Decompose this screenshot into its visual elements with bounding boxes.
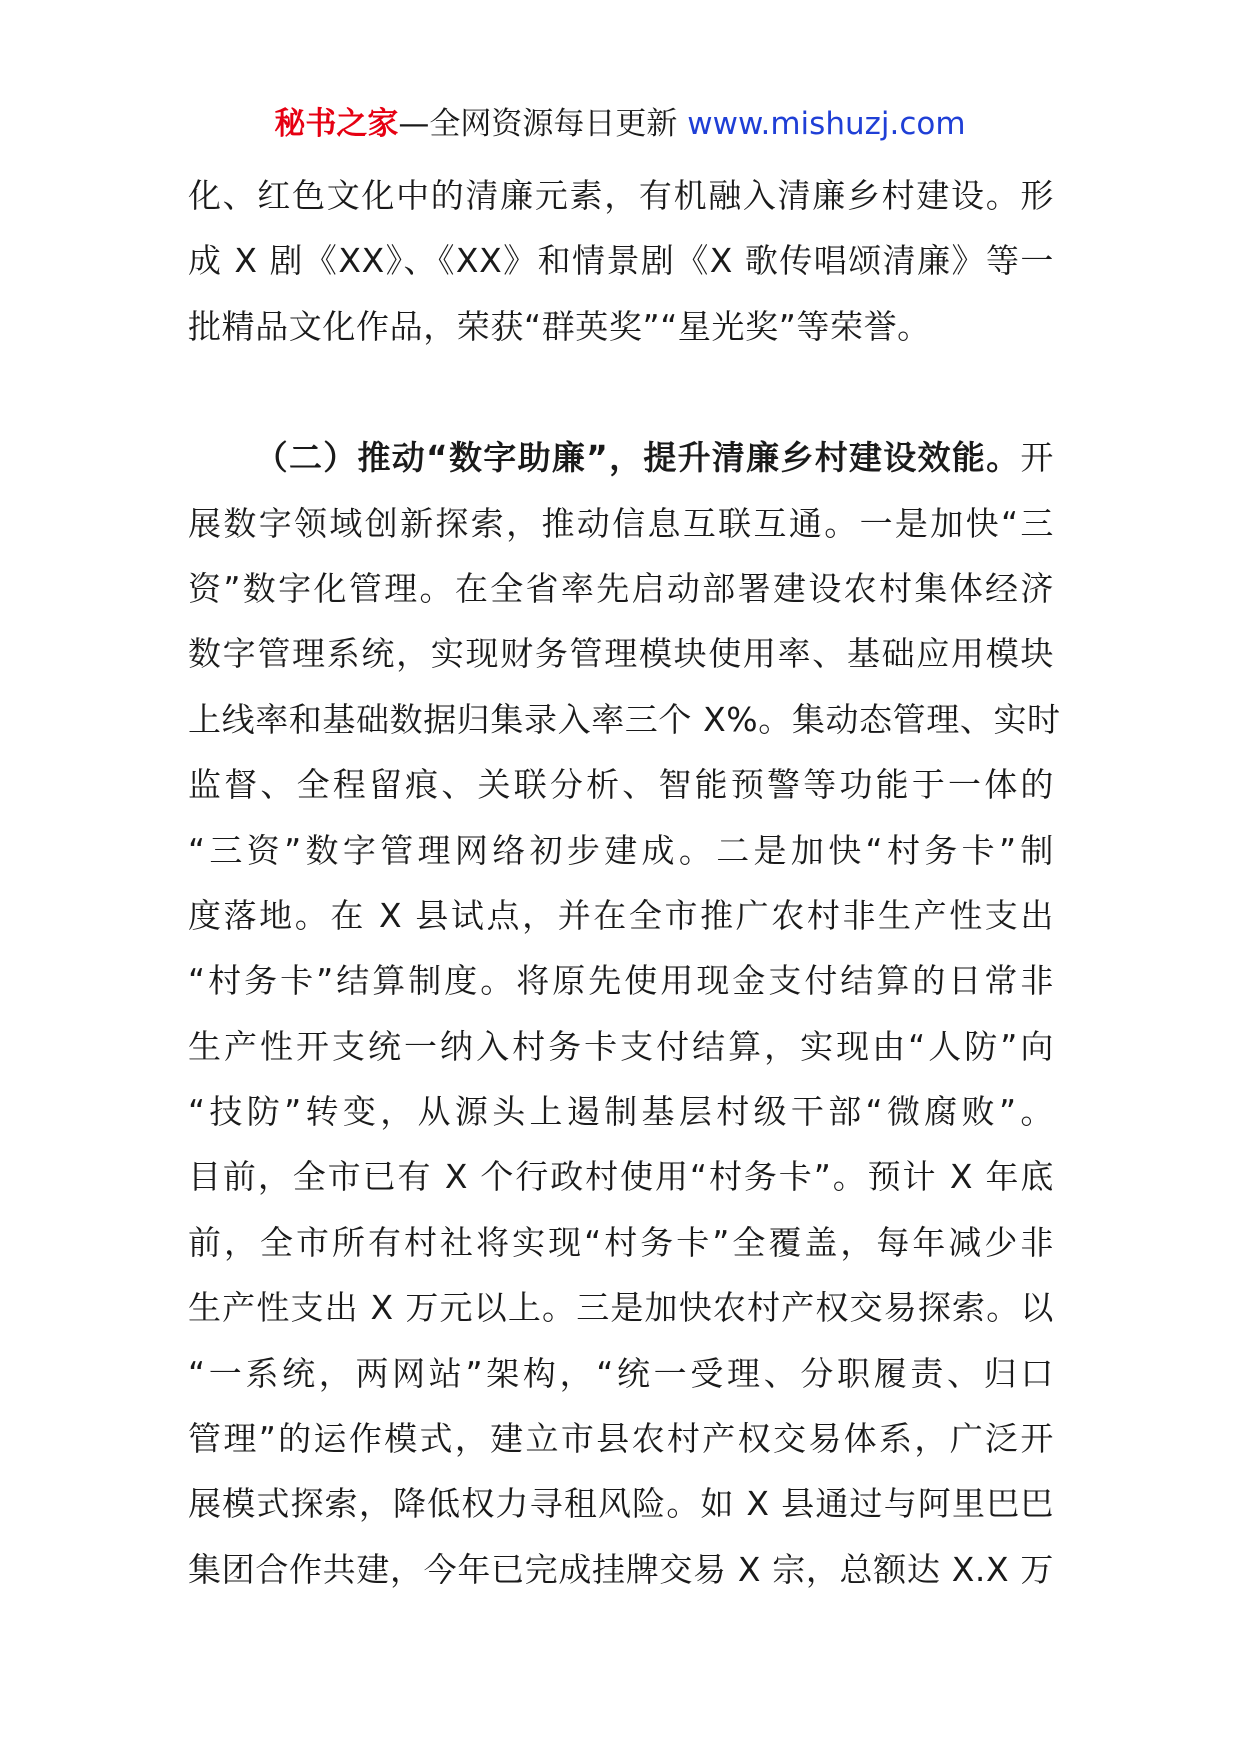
page-header (0, 100, 1240, 148)
text-line: 资”数字化管理。在全省率先启动部署建设农村集体经济 (188, 568, 1054, 608)
text-line: 上线率和基础数据归集录入率三个 X%。集动态管理、实时 (188, 699, 1061, 739)
text-line: “三资”数字管理网络初步建成。二是加快“村务卡”制 (188, 830, 1054, 870)
paragraph-2 (188, 425, 1061, 1602)
site-url-link[interactable]: www.mishuzj.com (687, 106, 966, 142)
text-line: 成 X 剧《XX》、《XX》和情景剧《X 歌传唱颂清廉》等一 (188, 241, 1054, 281)
document-body (188, 163, 1061, 1602)
text-line: “技防”转变，从源头上遏制基层村级干部“微腐败”。 (188, 1092, 1054, 1132)
heading-trailing-text: 开 (1020, 438, 1054, 478)
text-line: 前，全市所有村社将实现“村务卡”全覆盖，每年减少非 (188, 1222, 1054, 1262)
text-line: 批精品文化作品，荣获“群英奖”“星光奖”等荣誉。 (188, 306, 931, 346)
text-line: “一系统，两网站”架构，“统一受理、分职履责、归口 (188, 1353, 1054, 1393)
paragraph-1 (188, 163, 1054, 359)
text-line: “村务卡”结算制度。将原先使用现金支付结算的日常非 (188, 961, 1054, 1001)
site-brand: 秘书之家 (274, 106, 399, 142)
text-line: 生产性开支统一纳入村务卡支付结算，实现由“人防”向 (188, 1026, 1054, 1066)
site-tagline: —全网资源每日更新 (398, 106, 678, 142)
text-line: 度落地。在 X 县试点，并在全市推广农村非生产性支出 (188, 895, 1054, 935)
text-line: 化、红色文化中的清廉元素，有机融入清廉乡村建设。形 (188, 176, 1054, 215)
section-heading: （二）推动“数字助廉”，提升清廉乡村建设效能。 (254, 438, 1021, 478)
text-line: 生产性支出 X 万元以上。三是加快农村产权交易探索。以 (188, 1288, 1054, 1328)
text-line: 管理”的运作模式，建立市县农村产权交易体系，广泛开 (188, 1419, 1054, 1459)
paragraph-spacer (188, 359, 1054, 425)
text-line: 目前，全市已有 X 个行政村使用“村务卡”。预计 X 年底 (188, 1157, 1054, 1197)
text-line (188, 425, 1054, 490)
text-line: 展数字领域创新探索，推动信息互联互通。一是加快“三 (188, 503, 1054, 543)
text-line: 集团合作共建，今年已完成挂牌交易 X 宗，总额达 X.X 万 (188, 1549, 1054, 1589)
text-line: 数字管理系统，实现财务管理模块使用率、基础应用模块 (188, 634, 1054, 674)
text-line: 展模式探索，降低权力寻租风险。如 X 县通过与阿里巴巴 (188, 1484, 1054, 1524)
text-line: 监督、全程留痕、关联分析、智能预警等功能于一体的 (188, 765, 1054, 805)
